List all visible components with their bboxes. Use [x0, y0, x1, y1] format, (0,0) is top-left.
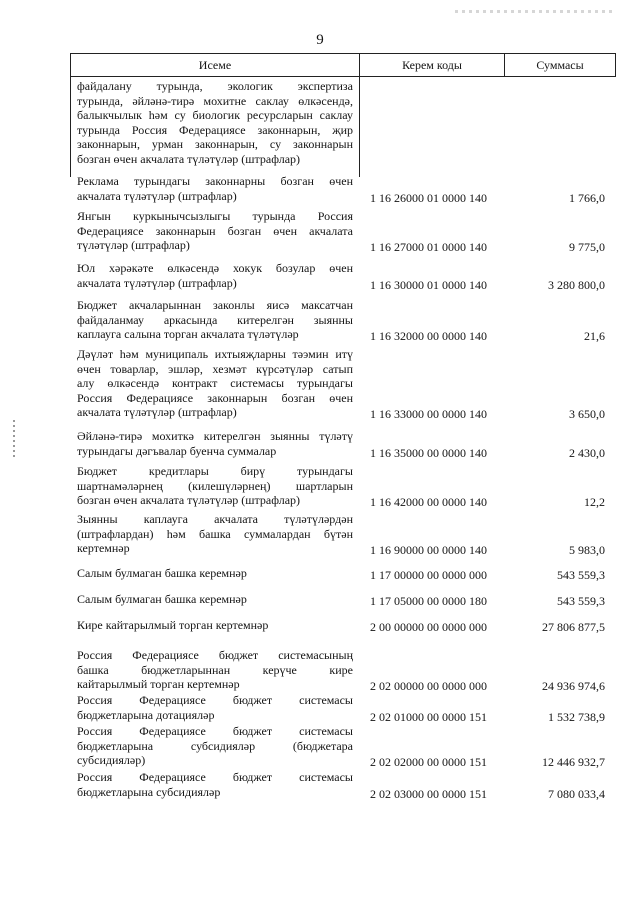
row-code: 2 02 00000 00 0000 000 [370, 679, 487, 693]
row-line: бюджетларына субсидияләр [77, 784, 221, 799]
row-line: Россия Федерациясе бюджет системасы [77, 724, 353, 738]
row-line: башка бюджетларыннан керүче кире [77, 662, 353, 677]
row-line: файдаланмау аркасында китерелгән зыянны [77, 312, 353, 327]
row-code: 2 02 03000 00 0000 151 [370, 786, 487, 801]
row-amount: 543 559,3 [557, 594, 605, 608]
row-line: бозган өчен акчалата түләтүләр (штрафлар) [77, 151, 301, 166]
row-line: акчалата түләтүләр (штрафлар) [77, 275, 237, 290]
header-amount: Суммасы [504, 53, 616, 77]
row-code: 1 16 90000 00 0000 140 [370, 543, 487, 557]
row-amount: 1 532 738,9 [548, 709, 605, 724]
row-code: 1 17 00000 00 0000 000 [370, 568, 487, 582]
row-amount: 2 430,0 [569, 445, 605, 460]
row-code: 1 16 27000 01 0000 140 [370, 240, 487, 254]
row-line: алу өлкәсендә контракт системасы турындагы [77, 376, 353, 390]
row-line: файдалану турында, экологик экспертиза [77, 79, 353, 93]
row-name [77, 592, 353, 607]
row-line: Янгын куркынычсызлыгы турында Россия [77, 209, 353, 223]
row-code: 2 00 00000 00 0000 000 [370, 620, 487, 634]
row-line: законнарын, урман законнарын, су законнарын [77, 137, 353, 151]
margin-mark [13, 420, 15, 460]
row-line: Юл хәрәкәте өлкәсендә хокук бозулар өчен [77, 261, 353, 275]
row-line: Кире кайтарылмый торган кертемнәр [77, 618, 269, 632]
table-border-mid [359, 77, 360, 177]
page-number: 9 [316, 32, 324, 48]
row-line: түләтүләр (штрафлар) [77, 238, 190, 252]
row-line: Россия Федерациясе законнарын бозган өчен [77, 390, 353, 405]
row-amount: 7 080 033,4 [548, 786, 605, 801]
row-code: 1 16 30000 01 0000 140 [370, 277, 487, 292]
row-amount: 3 650,0 [569, 407, 605, 421]
row-line: кайтарылмый торган кертемнәр [77, 677, 240, 691]
row-amount: 27 806 877,5 [542, 620, 605, 634]
row-amount: 543 559,3 [557, 568, 605, 582]
row-code: 1 16 35000 00 0000 140 [370, 445, 487, 460]
row-name [77, 648, 353, 692]
table-border-left [70, 77, 71, 177]
row-line: бозган өчен акчалата түләтүләр (штрафлар) [77, 493, 301, 507]
row-code: 1 16 33000 00 0000 140 [370, 407, 487, 421]
row-line: акчалата түләтүләр (штрафлар) [77, 405, 237, 419]
row-name [77, 429, 353, 458]
row-line: турында, әйләнә-тирә мохитне саклау өлкәсендә, [77, 93, 353, 108]
row-code: 1 16 42000 00 0000 140 [370, 495, 487, 509]
row-name [77, 298, 353, 342]
row-line: Россия Федерациясе бюджет системасы [77, 770, 353, 784]
row-line: Россия Федерациясе бюджет системасы [77, 693, 353, 707]
row-line: Россия Федерациясе бюджет системасының [77, 648, 353, 662]
row-amount: 12,2 [584, 495, 605, 509]
row-line: балыкчылык һәм су биологик ресурсларын саклау [77, 108, 353, 122]
row-name [77, 693, 353, 722]
row-amount: 9 775,0 [569, 240, 605, 254]
row-amount: 5 983,0 [569, 543, 605, 557]
header-name: Исеме [70, 53, 360, 77]
row-line: өчен товарлар, эшләр, хезмәт күрсәтүләр сатып [77, 361, 353, 376]
row-name [77, 174, 353, 203]
row-line: Реклама турындагы законнарны бозган өчен [77, 174, 353, 188]
row-line: шартнамәләрнең (килешүләрнең) шартларын [77, 478, 353, 493]
row-line: бюджетларына субсидияләр (бюджетара [77, 738, 353, 753]
row-amount: 24 936 974,6 [542, 679, 605, 693]
row-code: 1 17 05000 00 0000 180 [370, 594, 487, 608]
row-name [77, 261, 353, 290]
row-name [77, 618, 353, 633]
row-line: (штрафлардан) һәм башка суммалардан бүтән [77, 526, 353, 541]
row-code: 2 02 02000 00 0000 151 [370, 755, 487, 769]
row-name [77, 512, 353, 556]
row-line: Зыянны каплауга акчалата түләтүләрдән [77, 512, 353, 526]
row-name [77, 79, 353, 166]
row-amount: 3 280 800,0 [548, 277, 605, 292]
row-line: Бюджет акчаларыннан законлы яисә максатчан [77, 298, 353, 312]
row-line: бюджетларына дотацияләр [77, 707, 215, 722]
row-name [77, 347, 353, 420]
row-line: акчалата түләтүләр (штрафлар) [77, 188, 237, 203]
row-name [77, 464, 353, 508]
row-code: 1 16 26000 01 0000 140 [370, 190, 487, 205]
row-line: Бюджет кредитлары бирү турындагы [77, 464, 353, 478]
row-line: кертемнәр [77, 541, 130, 555]
row-name [77, 770, 353, 799]
row-line: Салым булмаган башка керемнәр [77, 566, 247, 580]
row-amount: 1 766,0 [569, 190, 605, 205]
row-name [77, 209, 353, 253]
row-code: 1 16 32000 00 0000 140 [370, 329, 487, 343]
row-line: субсидияләр) [77, 753, 146, 767]
row-line: каплауга салына торган акчалата түләтүләр [77, 327, 299, 341]
row-line: турындагы дәгъвалар буенча суммалар [77, 443, 277, 458]
header-code: Керем коды [359, 53, 505, 77]
row-amount: 21,6 [584, 329, 605, 343]
row-name [77, 566, 353, 581]
row-line: турында Россия Федерациясе законнарын, җир [77, 122, 353, 137]
row-line: Дәүләт һәм муниципаль ихтыяҗларны тәэмин итү [77, 347, 353, 361]
row-amount: 12 446 932,7 [542, 755, 605, 769]
row-line: Әйләнә-тирә мохиткә китерелгән зыянны түләтү [77, 429, 353, 443]
scan-artifact [455, 10, 615, 13]
row-name [77, 724, 353, 768]
row-line: Федерациясе законнарын бозган өчен акчалата [77, 223, 353, 238]
row-code: 2 02 01000 00 0000 151 [370, 709, 487, 724]
row-line: Салым булмаган башка керемнәр [77, 592, 247, 606]
